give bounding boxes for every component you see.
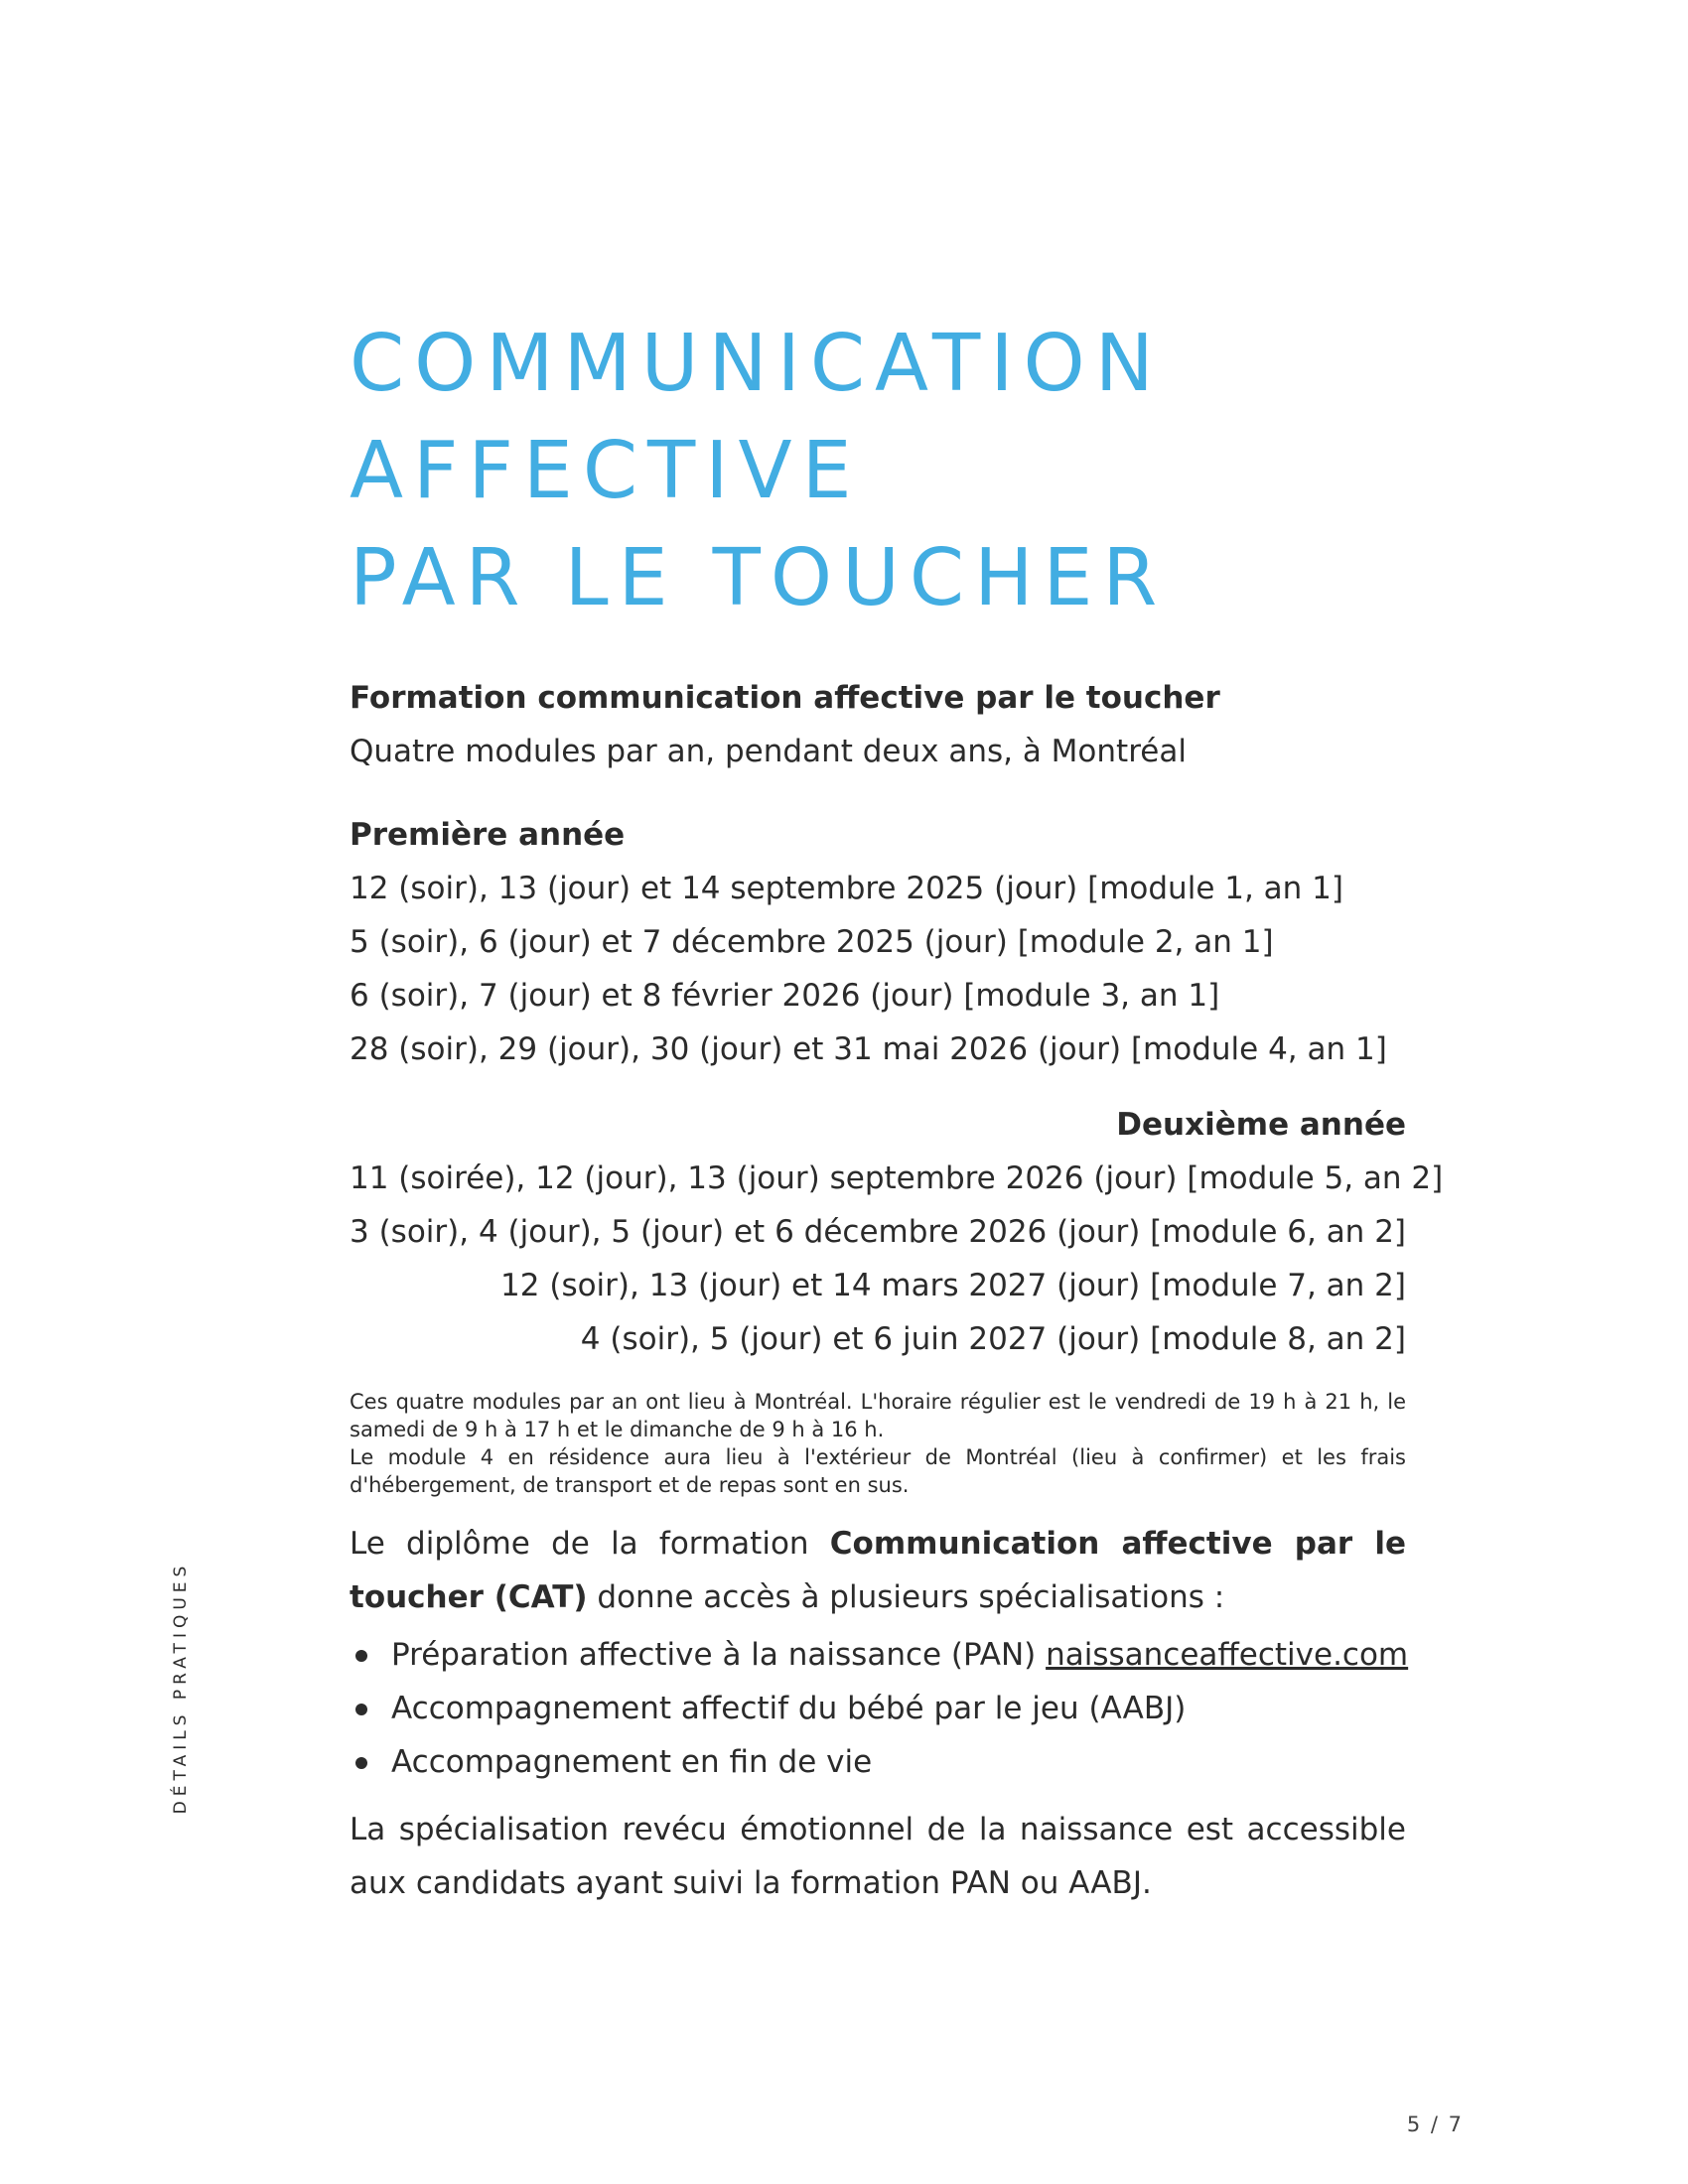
list-item [350,1682,1406,1735]
bullet-icon [355,1704,367,1715]
residence-note: Le module 4 en résidence aura lieu à l'extérieur de Montréal (lieu à confirmer) et les frais d'hébergement, de transport et de repas sont en sus. [350,1445,1406,1497]
list-item [350,1628,1409,1682]
module-line: 3 (soir), 4 (jour), 5 (jour) et 6 décembre 2026 (jour) [module 6, an 2] [350,1214,1407,1250]
bullet-icon [355,1650,367,1662]
year-one-section [350,808,1406,1076]
side-section-label: DÉTAILS PRATIQUES [171,1561,191,1815]
training-subtitle: Quatre modules par an, pendant deux ans, à Montréal [350,734,1187,769]
schedule-note: Ces quatre modules par an ont lieu à Montréal. L'horaire régulier est le vendredi de 19 h à 21 h, le samedi de 9 h à 17 h et le dimanche de 9 h à 16 h. [350,1390,1406,1441]
diploma-suffix: donne accès à plusieurs spécialisations : [587,1579,1225,1615]
module-line: 12 (soir), 13 (jour) et 14 mars 2027 (jour) [module 7, an 2] [500,1268,1406,1303]
module-line: 12 (soir), 13 (jour) et 14 septembre 2025 (jour) [module 1, an 1] [350,871,1343,906]
year-two-section [350,1098,1444,1366]
list-item [350,1735,1406,1789]
page-title [350,310,1167,631]
page-number: 5 / 7 [1406,2113,1464,2136]
intro-section [350,671,1406,778]
module-line: 11 (soirée), 12 (jour), 13 (jour) septembre 2026 (jour) [module 5, an 2] [350,1160,1444,1196]
specialization-list [350,1628,1409,1789]
title-line-2: AFFECTIVE [350,425,862,516]
title-line-1: COMMUNICATION [350,318,1164,409]
naissanceaffective-link[interactable]: naissanceaffective.com [1046,1637,1409,1673]
pan-label: Préparation affective à la naissance (PAN) [391,1637,1047,1673]
bullet-icon [355,1757,367,1769]
module-line: 28 (soir), 29 (jour), 30 (jour) et 31 mai 2026 (jour) [module 4, an 1] [350,1031,1387,1067]
module-line: 6 (soir), 7 (jour) et 8 février 2026 (jour) [module 3, an 1] [350,978,1220,1014]
title-line-3: PAR LE TOUCHER [350,532,1168,623]
year-two-heading: Deuxième année [1116,1107,1406,1143]
end-of-life-label: Accompagnement en fin de vie [391,1744,873,1780]
diploma-prefix: Le diplôme de la formation [350,1526,830,1562]
year-one-heading: Première année [350,817,626,853]
closing-paragraph: La spécialisation revécu émotionnel de la naissance est accessible aux candidats ayant suivi la formation PAN ou AABJ. [350,1812,1406,1901]
module-line: 5 (soir), 6 (jour) et 7 décembre 2025 (jour) [module 2, an 1] [350,924,1274,960]
diploma-paragraph [350,1517,1406,1624]
training-heading: Formation communication affective par le toucher [350,680,1220,716]
main-content [350,671,1444,1910]
schedule-notes [350,1388,1406,1499]
diploma-bold: Communication affective par le toucher (CAT) [350,1526,1406,1615]
module-line: 4 (soir), 5 (jour) et 6 juin 2027 (jour) [module 8, an 2] [580,1321,1406,1357]
aabj-label: Accompagnement affectif du bébé par le jeu (AABJ) [391,1691,1187,1726]
